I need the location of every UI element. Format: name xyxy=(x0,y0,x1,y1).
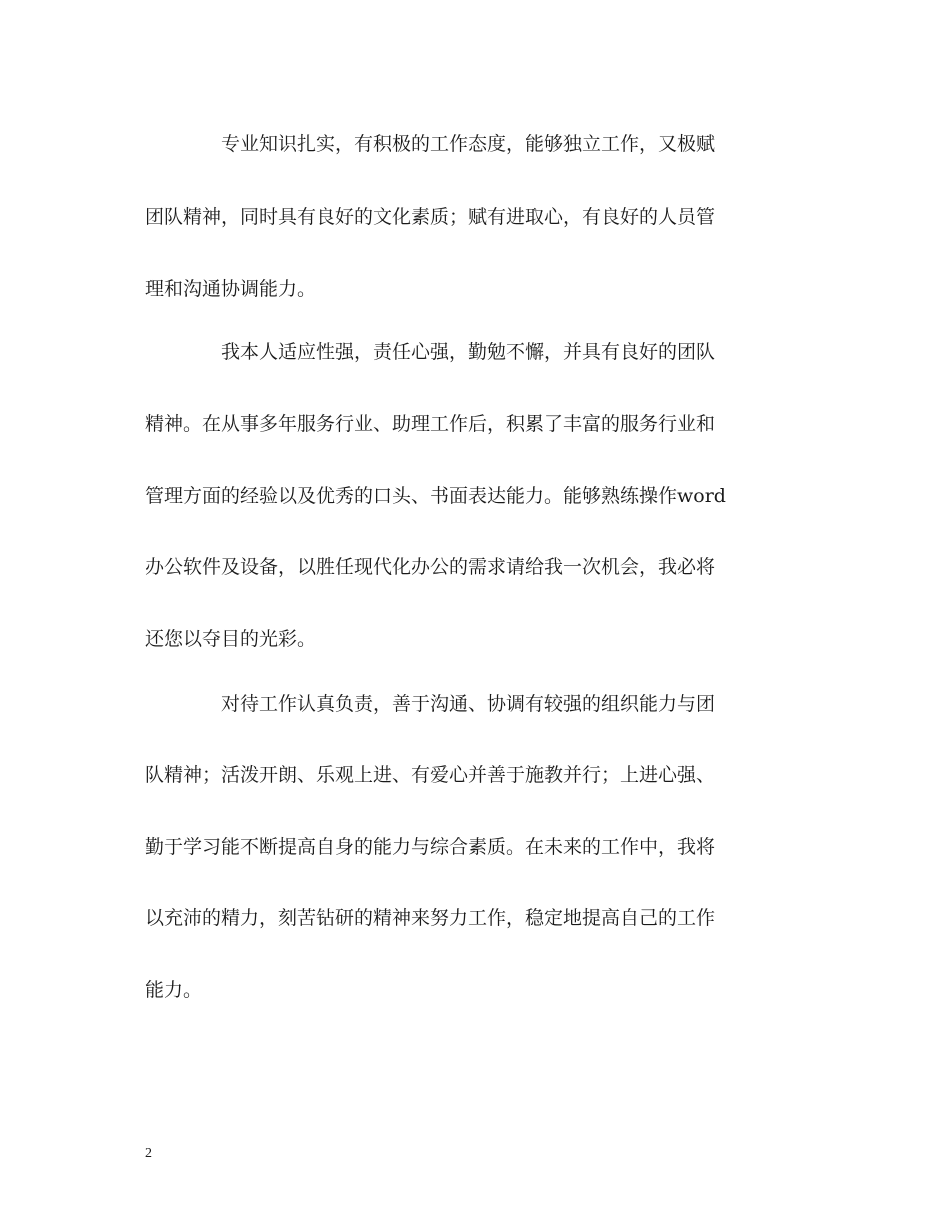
text-line: 精神。在从事多年服务行业、助理工作后，积累了丰富的服务行业和 xyxy=(145,413,716,435)
text-line: 团队精神，同时具有良好的文化素质；赋有进取心，有良好的人员管 xyxy=(145,206,716,228)
text-line: 专业知识扎实，有积极的工作态度，能够独立工作，又极赋 xyxy=(221,133,716,155)
text-line: 以充沛的精力，刻苦钻研的精神来努力工作，稳定地提高自己的工作 xyxy=(145,907,716,929)
text-line: 队精神；活泼开朗、乐观上进、有爱心并善于施教并行；上进心强、 xyxy=(145,764,716,786)
page-number: 2 xyxy=(145,1146,152,1161)
text-line: 还您以夺目的光彩。 xyxy=(145,628,317,650)
text-line: 对待工作认真负责，善于沟通、协调有较强的组织能力与团 xyxy=(221,693,716,715)
text-line: 理和沟通协调能力。 xyxy=(145,278,317,300)
text-line: 勤于学习能不断提高自身的能力与综合素质。在未来的工作中，我将 xyxy=(145,836,716,858)
text-line: 管理方面的经验以及优秀的口头、书面表达能力。能够熟练操作word xyxy=(145,485,726,507)
text-line: 能力。 xyxy=(145,979,203,1001)
text-line: 办公软件及设备，以胜任现代化办公的需求请给我一次机会，我必将 xyxy=(145,556,716,578)
text-line: 我本人适应性强，责任心强，勤勉不懈，并具有良好的团队 xyxy=(221,341,716,363)
